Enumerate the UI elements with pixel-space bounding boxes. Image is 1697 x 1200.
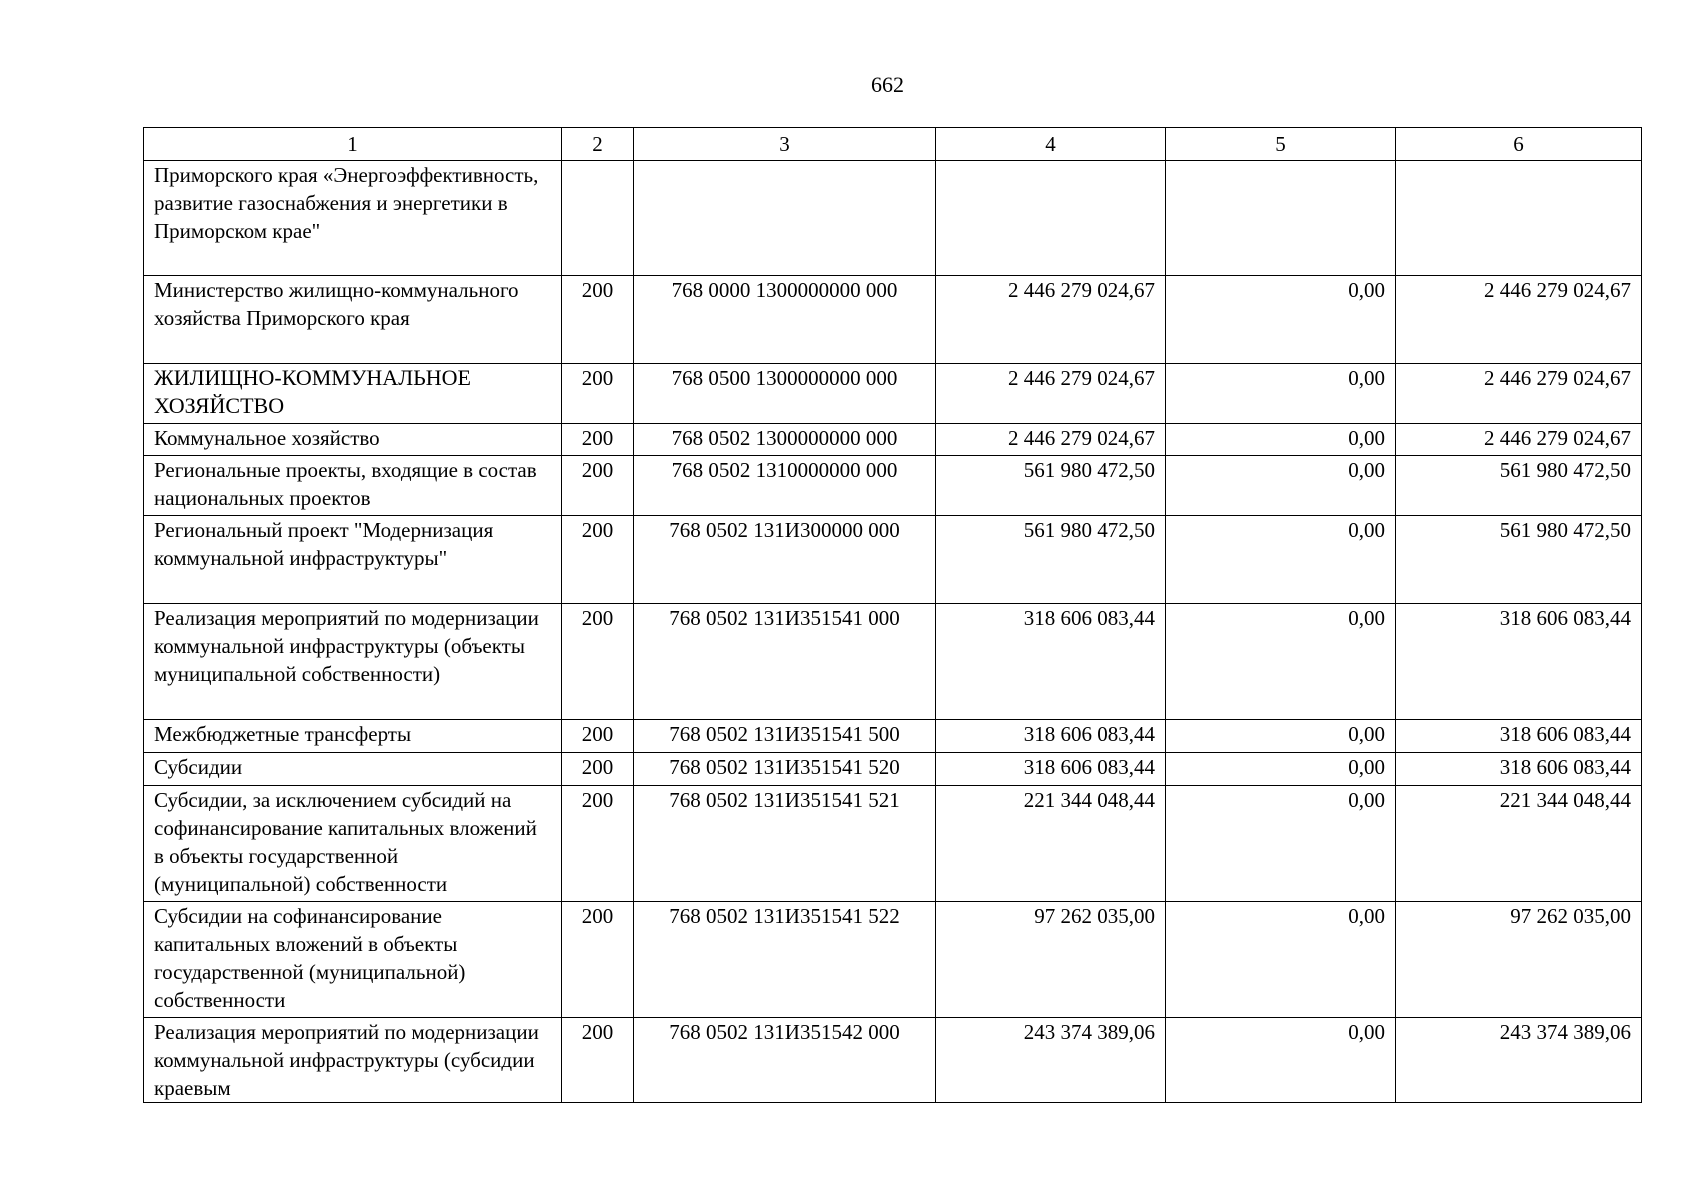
- row-amount-col4-cell: 318 606 083,44: [936, 720, 1166, 753]
- row-amount-col6-cell: 318 606 083,44: [1396, 753, 1642, 786]
- row-name-cell: Региональные проекты, входящие в состав национальных проектов: [144, 456, 562, 516]
- row-code-cell: 200: [562, 276, 634, 364]
- row-amount-col4-cell: 561 980 472,50: [936, 516, 1166, 604]
- column-header-1: 1: [144, 128, 562, 161]
- column-header-3: 3: [634, 128, 936, 161]
- row-code-cell: 200: [562, 902, 634, 1018]
- table-header-row: [144, 128, 1642, 161]
- row-name-cell: Реализация мероприятий по модернизации коммунальной инфраструктуры (объекты муниципальной собственности): [144, 604, 562, 720]
- row-code-cell: 200: [562, 786, 634, 902]
- row-code-cell: 200: [562, 364, 634, 424]
- row-kbk-cell: 768 0502 131И351542 000: [634, 1018, 936, 1103]
- row-amount-col6-cell: 2 446 279 024,67: [1396, 424, 1642, 456]
- row-amount-col4-cell: 2 446 279 024,67: [936, 424, 1166, 456]
- row-amount-col5-cell: 0,00: [1166, 604, 1396, 720]
- row-amount-col4-cell: 2 446 279 024,67: [936, 276, 1166, 364]
- row-name-cell: Министерство жилищно-коммунального хозяйства Приморского края: [144, 276, 562, 364]
- row-name-cell: Межбюджетные трансферты: [144, 720, 562, 753]
- row-name-cell: Коммунальное хозяйство: [144, 424, 562, 456]
- row-amount-col4-cell: 318 606 083,44: [936, 604, 1166, 720]
- table-row: [144, 902, 1642, 1018]
- row-amount-col6-cell: 221 344 048,44: [1396, 786, 1642, 902]
- row-kbk-cell: [634, 161, 936, 276]
- row-code-cell: 200: [562, 720, 634, 753]
- row-amount-col4-cell: 561 980 472,50: [936, 456, 1166, 516]
- row-amount-col5-cell: 0,00: [1166, 424, 1396, 456]
- row-name-cell: Субсидии: [144, 753, 562, 786]
- row-code-cell: [562, 161, 634, 276]
- row-amount-col4-cell: 221 344 048,44: [936, 786, 1166, 902]
- row-amount-col5-cell: 0,00: [1166, 276, 1396, 364]
- row-kbk-cell: 768 0502 131И351541 522: [634, 902, 936, 1018]
- table-row: [144, 720, 1642, 753]
- row-amount-col4-cell: 97 262 035,00: [936, 902, 1166, 1018]
- row-kbk-cell: 768 0502 1300000000 000: [634, 424, 936, 456]
- page-number: 662: [871, 72, 904, 97]
- row-code-cell: 200: [562, 753, 634, 786]
- row-kbk-cell: 768 0500 1300000000 000: [634, 364, 936, 424]
- column-header-4: 4: [936, 128, 1166, 161]
- row-amount-col6-cell: 2 446 279 024,67: [1396, 276, 1642, 364]
- row-amount-col5-cell: 0,00: [1166, 902, 1396, 1018]
- column-header-6: 6: [1396, 128, 1642, 161]
- row-name-cell: Субсидии на софинансирование капитальных вложений в объекты государственной (муниципальной) собственности: [144, 902, 562, 1018]
- row-amount-col4-cell: 243 374 389,06: [936, 1018, 1166, 1103]
- row-amount-col5-cell: 0,00: [1166, 786, 1396, 902]
- table-row: [144, 456, 1642, 516]
- row-name-cell: Региональный проект "Модернизация коммунальной инфраструктуры": [144, 516, 562, 604]
- row-kbk-cell: 768 0502 1310000000 000: [634, 456, 936, 516]
- row-amount-col6-cell: 243 374 389,06: [1396, 1018, 1642, 1103]
- row-kbk-cell: 768 0502 131И351541 520: [634, 753, 936, 786]
- row-name-cell: ЖИЛИЩНО-КОММУНАЛЬНОЕ ХОЗЯЙСТВО: [144, 364, 562, 424]
- table-row: [144, 161, 1642, 276]
- row-amount-col4-cell: 318 606 083,44: [936, 753, 1166, 786]
- row-amount-col6-cell: 561 980 472,50: [1396, 456, 1642, 516]
- row-amount-col5-cell: 0,00: [1166, 456, 1396, 516]
- row-kbk-cell: 768 0502 131И351541 000: [634, 604, 936, 720]
- row-kbk-cell: 768 0502 131И351541 521: [634, 786, 936, 902]
- row-kbk-cell: 768 0502 131И300000 000: [634, 516, 936, 604]
- row-code-cell: 200: [562, 604, 634, 720]
- table-row: [144, 786, 1642, 902]
- row-amount-col5-cell: [1166, 161, 1396, 276]
- row-amount-col4-cell: [936, 161, 1166, 276]
- table-row: [144, 1018, 1642, 1103]
- table-row: [144, 516, 1642, 604]
- row-amount-col5-cell: 0,00: [1166, 753, 1396, 786]
- row-name-cell: Субсидии, за исключением субсидий на софинансирование капитальных вложений в объекты государственной (муниципальной) собственности: [144, 786, 562, 902]
- row-amount-col6-cell: 97 262 035,00: [1396, 902, 1642, 1018]
- column-header-2: 2: [562, 128, 634, 161]
- budget-table: [143, 127, 1642, 1103]
- row-kbk-cell: 768 0502 131И351541 500: [634, 720, 936, 753]
- column-header-5: 5: [1166, 128, 1396, 161]
- row-amount-col6-cell: 2 446 279 024,67: [1396, 364, 1642, 424]
- row-amount-col6-cell: 318 606 083,44: [1396, 720, 1642, 753]
- row-code-cell: 200: [562, 1018, 634, 1103]
- row-amount-col6-cell: 318 606 083,44: [1396, 604, 1642, 720]
- table-row: [144, 424, 1642, 456]
- row-code-cell: 200: [562, 424, 634, 456]
- row-code-cell: 200: [562, 456, 634, 516]
- row-amount-col5-cell: 0,00: [1166, 1018, 1396, 1103]
- row-name-cell: Реализация мероприятий по модернизации коммунальной инфраструктуры (субсидии краевым: [144, 1018, 562, 1103]
- row-amount-col6-cell: [1396, 161, 1642, 276]
- row-code-cell: 200: [562, 516, 634, 604]
- table-row: [144, 276, 1642, 364]
- table-row: [144, 364, 1642, 424]
- table-row: [144, 604, 1642, 720]
- row-amount-col5-cell: 0,00: [1166, 720, 1396, 753]
- table-row: [144, 753, 1642, 786]
- row-amount-col6-cell: 561 980 472,50: [1396, 516, 1642, 604]
- row-name-cell: Приморского края «Энергоэффективность, развитие газоснабжения и энергетики в Приморском крае": [144, 161, 562, 276]
- row-amount-col5-cell: 0,00: [1166, 516, 1396, 604]
- row-amount-col4-cell: 2 446 279 024,67: [936, 364, 1166, 424]
- row-kbk-cell: 768 0000 1300000000 000: [634, 276, 936, 364]
- row-amount-col5-cell: 0,00: [1166, 364, 1396, 424]
